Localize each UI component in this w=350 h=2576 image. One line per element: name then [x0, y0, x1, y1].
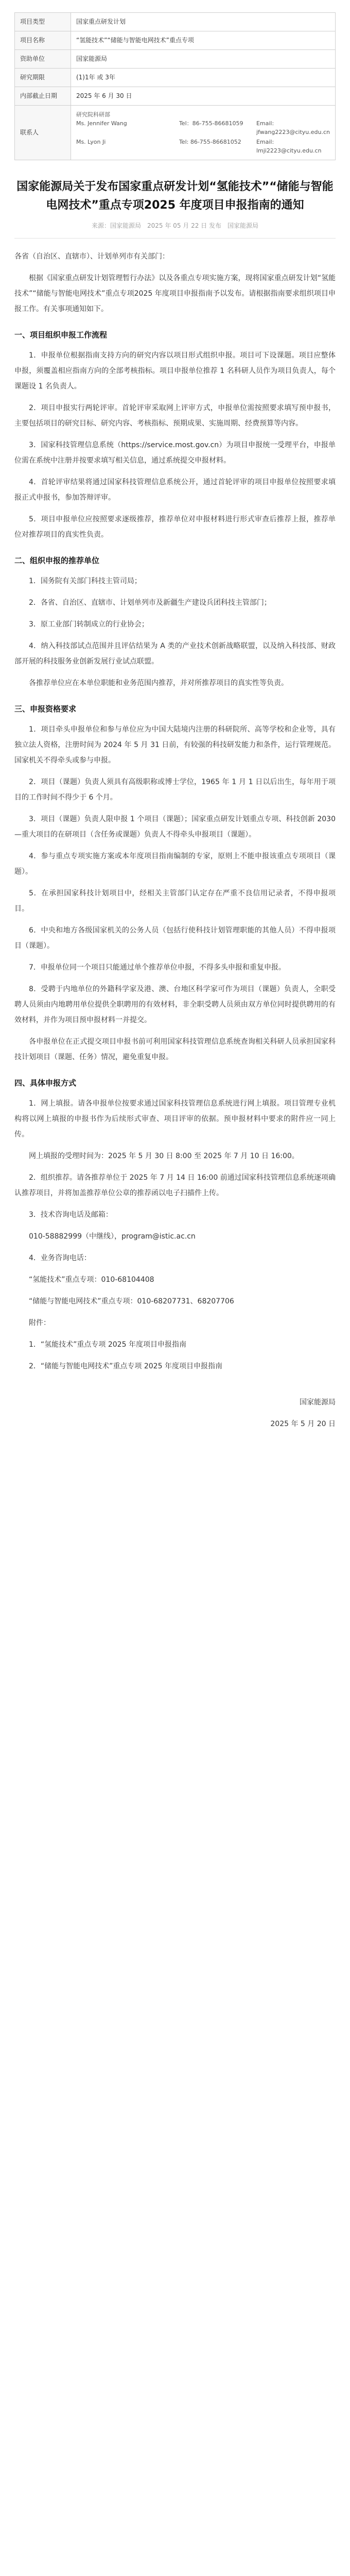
attachment-link[interactable]: 1．“氢能技术”重点专项 2025 年度项目申报指南	[29, 1341, 186, 1349]
info-value: “氢能技术”“储能与智能电网技术”重点专项	[71, 31, 335, 50]
contact-line: “氢能技术”重点专项：010-68104408	[29, 1276, 154, 1284]
section-paragraph: 1．国务院有关部门科技主管司局；	[29, 577, 142, 585]
signature: 国家能源局	[300, 1398, 336, 1406]
section-heading: 三、申报资格要求	[14, 704, 77, 714]
section-paragraph: 网上填报的受理时间为：2025 年 5 月 30 日 8:00 至 2025 年 7 月 10 日 16:00。	[29, 1152, 299, 1160]
section-heading: 四、具体申报方式	[14, 1078, 77, 1088]
section-paragraph: 5．在承担国家科技计划项目中，经相关主管部门认定存在严重不良信用记录者，不得申报项目。	[14, 889, 336, 913]
signature-date: 2025 年 5 月 20 日	[270, 1420, 336, 1428]
section-paragraph: 1．申报单位根据指南支持方向的研究内容以项目形式组织申报。项目可下设课题。项目应整体申报，须覆盖相应指南方向的全部考核指标。项目申报单位推荐 1 名科研人员作为项目负责人，每个课题设 1 名负责人。	[14, 351, 336, 391]
contact-email[interactable]: Email: jfwang2223@cityu.edu.cn	[256, 120, 330, 135]
contact-cell	[71, 106, 335, 160]
section-paragraph: 3．技术咨询电话及邮箱：	[29, 1211, 113, 1219]
contact-tel: Tel：86-755-86681059	[179, 120, 243, 127]
article-body	[14, 249, 336, 1432]
info-key: 联系人	[15, 106, 71, 160]
title-divider	[14, 238, 336, 239]
section-heading: 二、组织申报的推荐单位	[14, 556, 100, 565]
info-row-type	[15, 13, 336, 31]
section-paragraph: 2．组织推荐。请各推荐单位于 2025 年 7 月 14 日 16:00 前通过国家科技管理信息系统逐项确认推荐项目，并将加盖推荐单位公章的推荐函以电子扫描件上传。	[14, 1174, 336, 1197]
section-paragraph: 3．国家科技管理信息系统（https://service.most.gov.cn）为项目申报统一受理平台，申报单位需在系统中注册并按要求填写相关信息，通过系统提交申报材料。	[14, 441, 336, 465]
info-row-period	[15, 69, 336, 87]
contact-grid	[76, 119, 330, 155]
info-row-name	[15, 31, 336, 50]
article-title: 国家能源局关于发布国家重点研发计划“氢能技术”“储能与智能电网技术”重点专项2025 年度项目申报指南的通知	[16, 180, 334, 212]
section-paragraph: 8．受聘于内地单位的外籍科学家及港、澳、台地区科学家可作为项目（课题）负责人，全职受聘人员须由内地聘用单位提供全职聘用的有效材料，非全职受聘人员须由双方单位同时提供聘用的有效材料，并作为项目预申报材料一并提交。	[14, 985, 336, 1024]
section-paragraph: 各推荐单位应在本单位职能和业务范围内推荐，并对所推荐项目的真实性等负责。	[29, 679, 288, 687]
attachment-link[interactable]: 2．“储能与智能电网技术”重点专项 2025 年度项目申报指南	[29, 1362, 222, 1370]
info-value: (1)1年 或 3年	[71, 69, 335, 87]
info-value: 国家重点研发计划	[71, 13, 335, 31]
section-paragraph: 各申报单位在正式提交项目申报书前可利用国家科技管理信息系统查询相关科研人员承担国家科技计划项目（课题、任务）情况，避免重复申报。	[14, 1038, 336, 1061]
info-value: 2025 年 6 月 30 日	[71, 87, 335, 106]
contact-name: Ms. Jennifer Wang	[76, 120, 127, 127]
contact-tel: Tel: 86-755-86681052	[179, 139, 241, 145]
info-row-funder	[15, 50, 336, 69]
page	[0, 12, 350, 2576]
section-paragraph: 4．参与重点专项实施方案或本年度项目指南编制的专家，原则上不能申报该重点专项项目（课题）。	[14, 852, 336, 876]
section-paragraph: 5．项目申报单位应按照要求逐级推荐，推荐单位对申报材料进行形式审查后推荐上报，推荐单位对推荐项目的真实性负责。	[14, 515, 336, 539]
contact-line: “储能与智能电网技术”重点专项：010-68207731、68207706	[29, 1297, 234, 1306]
section-paragraph: 7．申报单位同一个项目只能通过单个推荐单位申报，不得多头申报和重复申报。	[29, 963, 286, 972]
section-paragraph: 2．项目申报实行两轮评审。首轮评审采取网上评审方式，申报单位需按照要求填写预申报书，主要包括项目的研究目标、研究内容、考核指标、预期成果、实施周期、经费预算等内容。	[14, 404, 336, 428]
contact-line[interactable]: 010-58882999（中继线），program@istic.ac.cn	[29, 1232, 196, 1241]
section-paragraph: 1．项目牵头申报单位和参与单位应为中国大陆境内注册的科研院所、高等学校和企业等，具有独立法人资格，注册时间为 2024 年 5 月 31 日前，有较强的科技研发能力和条件，运行管理规范。国家机关不得牵头或参与申报。	[14, 725, 336, 765]
intro-paragraph: 根据《国家重点研发计划管理暂行办法》以及各重点专项实施方案，现将国家重点研发计划“氢能技术”“储能与智能电网技术”重点专项2025 年度项目申报指南予以发布。请根据指南要求组织项目申报工作。有关事项通知如下。	[14, 274, 336, 313]
article-meta: 来源：国家能源局 2025 年 05 月 22 日 发布 国家能源局	[92, 222, 258, 229]
section-paragraph: 2．各省、自治区、直辖市、计划单列市及新疆生产建设兵团科技主管部门；	[29, 599, 271, 607]
info-key: 项目名称	[15, 31, 71, 50]
attachments-label: 附件：	[29, 1319, 50, 1327]
section-paragraph: 4．纳入科技部试点范围并且评估结果为 A 类的产业技术创新战略联盟，以及纳入科技部、财政部开展的科技服务业创新发展行业试点联盟。	[14, 642, 336, 666]
contact-name: Ms. Lyon Ji	[76, 139, 106, 145]
info-key: 研究期限	[15, 69, 71, 87]
section-paragraph: 4．首轮评审结果将通过国家科技管理信息系统公开，通过首轮评审的项目申报单位按照要求填报正式申报书，参加答辩评审。	[14, 478, 336, 502]
project-info-table	[14, 12, 336, 160]
info-key: 资助单位	[15, 50, 71, 69]
info-value: 国家能源局	[71, 50, 335, 69]
section-paragraph: 3．项目（课题）负责人限申报 1 个项目（课题）；国家重点研发计划重点专项、科技创新 2030—重大项目的在研项目（含任务或课题）负责人不得牵头申报项目（课题）。	[14, 815, 336, 839]
section-paragraph: 4．业务咨询电话：	[29, 1254, 91, 1262]
info-key: 项目类型	[15, 13, 71, 31]
addressee: 各省（自治区、直辖市）、计划单列市有关部门：	[14, 252, 169, 261]
info-row-deadline	[15, 87, 336, 106]
contact-email[interactable]: Email: lmji2223@cityu.edu.cn	[256, 139, 322, 154]
section-paragraph: 6．中央和地方各级国家机关的公务人员（包括行使科技计划管理职能的其他人员）不得申报项目（课题）。	[14, 926, 336, 950]
info-key: 内部截止日期	[15, 87, 71, 106]
section-paragraph: 2．项目（课题）负责人须具有高级职称或博士学位，1965 年 1 月 1 日以后出生，每年用于项目的工作时间不得少于 6 个月。	[14, 778, 336, 802]
section-paragraph: 3．原工业部门转制成立的行业协会；	[29, 620, 149, 629]
info-row-contact	[15, 106, 336, 160]
section-heading: 一、项目组织申报工作流程	[14, 330, 108, 340]
contact-header: 研究院科研部	[76, 111, 110, 118]
section-paragraph: 1．网上填报。请各申报单位按要求通过国家科技管理信息系统进行网上填报。项目管理专业机构将以网上填报的申报书作为后续形式审查、项目评审的依据。预申报材料中要求的附件应一同上传。	[14, 1099, 336, 1139]
